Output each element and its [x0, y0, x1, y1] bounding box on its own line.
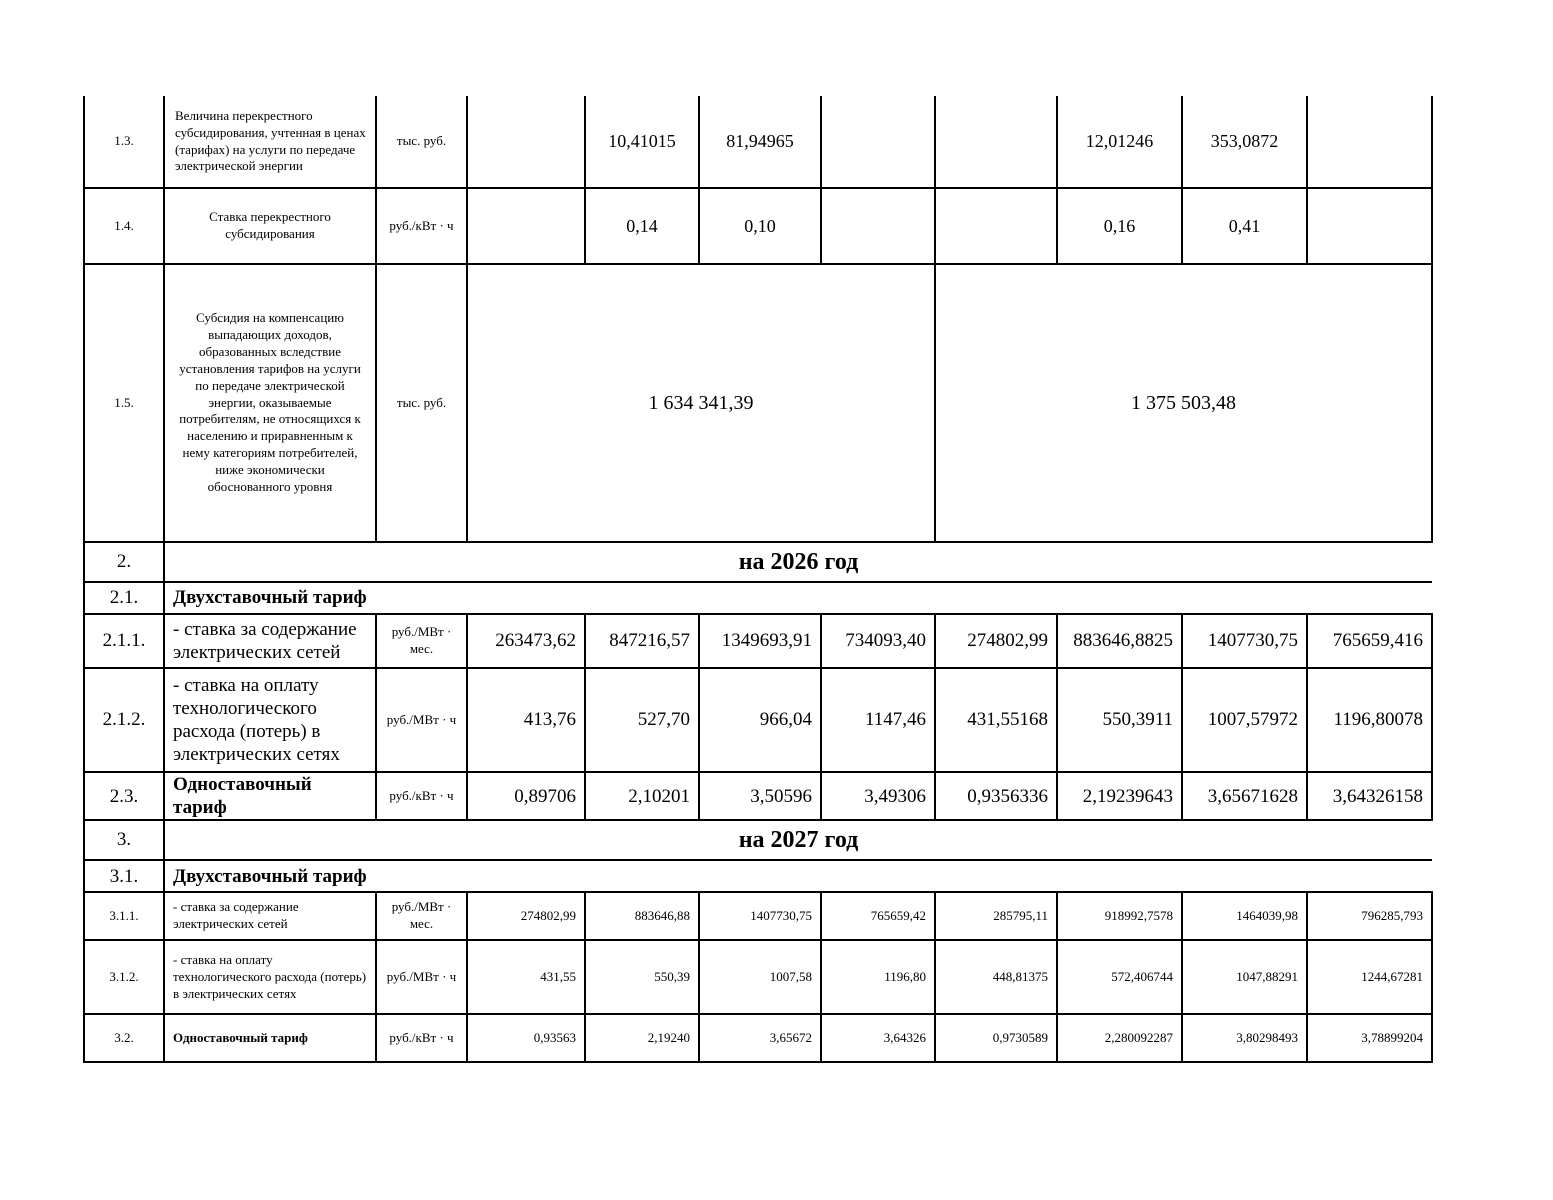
cell-value: 81,94965 [699, 96, 821, 188]
cell-value [821, 96, 935, 188]
cell-value: 0,41 [1182, 188, 1307, 264]
cell-value: 1407730,75 [699, 892, 821, 940]
row-unit: тыс. руб. [376, 264, 467, 542]
cell-value: 3,65672 [699, 1014, 821, 1062]
row-number: 1.5. [84, 264, 164, 542]
row-unit: руб./кВт · ч [376, 772, 467, 820]
cell-value: 1196,80 [821, 940, 935, 1014]
cell-value: 765659,42 [821, 892, 935, 940]
cell-value: 3,80298493 [1182, 1014, 1307, 1062]
subsidy-total-2026: 1 634 341,39 [467, 264, 935, 542]
cell-value: 1007,57972 [1182, 668, 1307, 772]
cell-value [467, 188, 585, 264]
subsection-title: Двухставочный тариф [164, 582, 1432, 614]
cell-value: 3,64326 [821, 1014, 935, 1062]
row-number: 3.1. [84, 860, 164, 892]
table-row [84, 860, 1432, 892]
row-name: Субсидия на компенсацию выпадающих доходов, образованных вследствие установления тарифов на услуги по передаче электрической энергии, оказываемые потребителям, не относящихся к населению и приравненным к нему категориям потребителей, ниже экономически обоснованного уровня [164, 264, 376, 542]
cell-value: 1244,67281 [1307, 940, 1432, 1014]
table-row [84, 264, 1432, 542]
cell-value: 413,76 [467, 668, 585, 772]
row-number: 1.3. [84, 96, 164, 188]
cell-value: 1147,46 [821, 668, 935, 772]
cell-value: 883646,8825 [1057, 614, 1182, 668]
cell-value: 3,49306 [821, 772, 935, 820]
cell-value: 796285,793 [1307, 892, 1432, 940]
cell-value: 274802,99 [467, 892, 585, 940]
cell-value [1307, 188, 1432, 264]
table-row [84, 668, 1432, 772]
row-unit: руб./МВт · ч [376, 668, 467, 772]
row-name: Одноставочный тариф [164, 1014, 376, 1062]
cell-value [1307, 96, 1432, 188]
row-number: 2.1. [84, 582, 164, 614]
row-number: 3.1.1. [84, 892, 164, 940]
section-title: на 2026 год [164, 542, 1432, 582]
row-name: - ставка на оплату технологического расхода (потерь) в электрических сетях [164, 668, 376, 772]
cell-value: 263473,62 [467, 614, 585, 668]
row-unit: руб./МВт · ч [376, 940, 467, 1014]
cell-value: 0,9356336 [935, 772, 1057, 820]
row-unit: тыс. руб. [376, 96, 467, 188]
cell-value: 765659,416 [1307, 614, 1432, 668]
table-row [84, 582, 1432, 614]
row-unit: руб./МВт · мес. [376, 892, 467, 940]
cell-value: 285795,11 [935, 892, 1057, 940]
cell-value [821, 188, 935, 264]
cell-value: 1007,58 [699, 940, 821, 1014]
section-number: 3. [84, 820, 164, 860]
cell-value [467, 96, 585, 188]
subsidy-total-2027: 1 375 503,48 [935, 264, 1432, 542]
row-number: 2.1.1. [84, 614, 164, 668]
cell-value: 0,93563 [467, 1014, 585, 1062]
cell-value: 2,19240 [585, 1014, 699, 1062]
table-row [84, 1014, 1432, 1062]
cell-value: 431,55168 [935, 668, 1057, 772]
cell-value: 10,41015 [585, 96, 699, 188]
cell-value: 734093,40 [821, 614, 935, 668]
row-name: - ставка за содержание электрических сетей [164, 614, 376, 668]
cell-value: 3,64326158 [1307, 772, 1432, 820]
row-number: 2.1.2. [84, 668, 164, 772]
cell-value: 3,50596 [699, 772, 821, 820]
cell-value: 0,16 [1057, 188, 1182, 264]
cell-value [935, 188, 1057, 264]
table-row [84, 96, 1432, 188]
row-number: 3.1.2. [84, 940, 164, 1014]
table-row [84, 892, 1432, 940]
cell-value: 0,9730589 [935, 1014, 1057, 1062]
cell-value: 3,65671628 [1182, 772, 1307, 820]
cell-value: 3,78899204 [1307, 1014, 1432, 1062]
cell-value: 2,280092287 [1057, 1014, 1182, 1062]
table-row [84, 772, 1432, 820]
cell-value: 918992,7578 [1057, 892, 1182, 940]
cell-value: 1047,88291 [1182, 940, 1307, 1014]
cell-value: 1464039,98 [1182, 892, 1307, 940]
row-name: - ставка за содержание электрических сетей [164, 892, 376, 940]
cell-value: 550,3911 [1057, 668, 1182, 772]
cell-value: 883646,88 [585, 892, 699, 940]
row-name: Одноставочный тариф [164, 772, 376, 820]
row-number: 1.4. [84, 188, 164, 264]
cell-value: 12,01246 [1057, 96, 1182, 188]
tariff-table [83, 96, 1433, 1063]
cell-value: 847216,57 [585, 614, 699, 668]
section-header-row [84, 542, 1432, 582]
cell-value: 274802,99 [935, 614, 1057, 668]
cell-value: 527,70 [585, 668, 699, 772]
cell-value: 2,10201 [585, 772, 699, 820]
cell-value [935, 96, 1057, 188]
row-unit: руб./кВт · ч [376, 188, 467, 264]
row-number: 3.2. [84, 1014, 164, 1062]
row-name: Ставка перекрестного субсидирования [164, 188, 376, 264]
section-number: 2. [84, 542, 164, 582]
cell-value: 550,39 [585, 940, 699, 1014]
cell-value: 1407730,75 [1182, 614, 1307, 668]
table-row [84, 940, 1432, 1014]
subsection-title: Двухставочный тариф [164, 860, 1432, 892]
cell-value: 448,81375 [935, 940, 1057, 1014]
row-unit: руб./кВт · ч [376, 1014, 467, 1062]
cell-value: 966,04 [699, 668, 821, 772]
row-name: Величина перекрестного субсидирования, учтенная в ценах (тарифах) на услуги по передаче электрической энергии [164, 96, 376, 188]
row-number: 2.3. [84, 772, 164, 820]
cell-value: 0,10 [699, 188, 821, 264]
row-unit: руб./МВт · мес. [376, 614, 467, 668]
cell-value: 2,19239643 [1057, 772, 1182, 820]
section-header-row [84, 820, 1432, 860]
cell-value: 0,14 [585, 188, 699, 264]
table-row [84, 188, 1432, 264]
cell-value: 1349693,91 [699, 614, 821, 668]
row-name: - ставка на оплату технологического расхода (потерь) в электрических сетях [164, 940, 376, 1014]
cell-value: 0,89706 [467, 772, 585, 820]
cell-value: 1196,80078 [1307, 668, 1432, 772]
cell-value: 353,0872 [1182, 96, 1307, 188]
cell-value: 572,406744 [1057, 940, 1182, 1014]
section-title: на 2027 год [164, 820, 1432, 860]
cell-value: 431,55 [467, 940, 585, 1014]
table-row [84, 614, 1432, 668]
